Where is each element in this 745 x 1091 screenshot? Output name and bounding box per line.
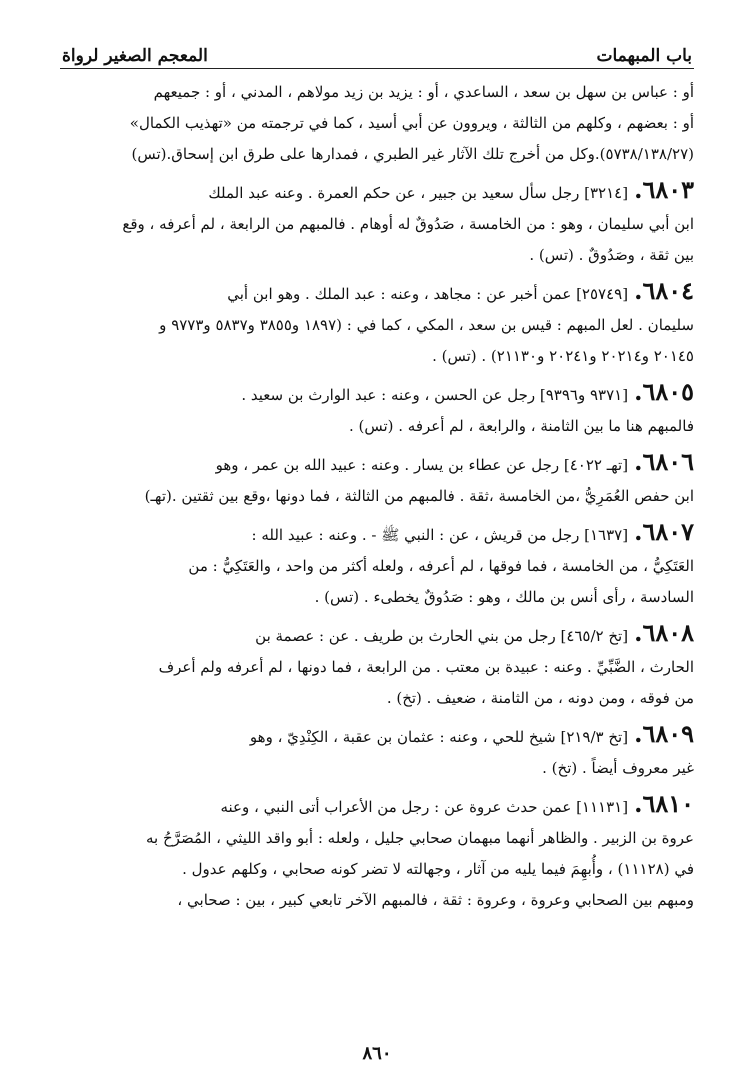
chapter-title: باب المبهمات xyxy=(596,46,692,66)
entry-number: ٦٨١٠. xyxy=(634,789,694,818)
text-line: ٦٨١٠.[١١١٣١] عمن حدث عروة عن : رجل من الأعراب أتى النبي ، وعنه xyxy=(220,789,694,818)
text-line: ٦٨٠٣.[٣٢١٤] رجل سأل سعيد بن جبير ، عن حكم العمرة . وعنه عبد الملك xyxy=(208,175,694,204)
text-line: ٦٨٠٧.[١٦٣٧] رجل من قريش ، عن : النبي ﷺ - . وعنه : عبيد الله : xyxy=(251,517,694,546)
entry-6809 xyxy=(60,718,694,784)
text-line: غير معروف أيضاً . (تخ) . xyxy=(542,759,694,777)
book-title: المعجم الصغير لرواة xyxy=(62,46,208,66)
text-line: أو : عباس بن سهل بن سعد ، الساعدي ، أو : يزيد بن زيد مولاهم ، المدني ، أو : جميعهم xyxy=(153,83,694,101)
entry-6807 xyxy=(60,516,694,613)
page-number: ٨٦٠ xyxy=(362,1043,392,1064)
entry-number: ٦٨٠٦. xyxy=(634,447,694,476)
text-line: الحارث ، الضَّبِّيِّ . وعنه : عبيدة بن معتب . من الرابعة ، فما دونها ، لم أعرفه ولم أعرف xyxy=(158,658,694,676)
text-line: ٦٨٠٥.[٩٣٧١ و٩٣٩٦] رجل عن الحسن ، وعنه : عبد الوارث بن سعيد . xyxy=(241,377,694,406)
entry-6808 xyxy=(60,617,694,714)
entry-number: ٦٨٠٨. xyxy=(634,618,694,647)
text-line: عروة بن الزبير . والظاهر أنهما مبهمان صحابي جليل ، ولعله : أبو واقد الليثي ، المُصَرَّحُ به xyxy=(146,829,694,847)
text-line: من فوقه ، ومن دونه ، من الثامنة ، ضعيف . (تخ) . xyxy=(386,689,694,707)
entry-number: ٦٨٠٥. xyxy=(634,377,694,406)
text-line: بين ثقة ، وصَدُوقٌ . (تس) . xyxy=(529,246,694,264)
text-line: ابن أبي سليمان ، وهو : من الخامسة ، صَدُوقٌ له أوهام . فالمبهم من الرابعة ، لم أعرفه ، وقع xyxy=(122,215,694,233)
text-line: ابن حفص العُمَرِيُّ ،من الخامسة ،ثقة . فالمبهم من الثالثة ، فما دونها ،وقع بين ثقتين .(تهـ) xyxy=(144,487,694,505)
entry-number: ٦٨٠٧. xyxy=(634,517,694,546)
running-header xyxy=(60,30,694,69)
text-line: في (١١١٢٨) ، وأُبهِمَ فيما يليه من آثار ، وجهالته لا تضر كونه صحابي ، وكلهم عدول . xyxy=(182,860,694,878)
entry-6804 xyxy=(60,275,694,372)
text-line: ٦٨٠٦.[تهـ ٤٠٢٢] رجل عن عطاء بن يسار . وعنه : عبيد الله بن عمر ، وهو xyxy=(215,447,694,476)
text-line: (٥٧٣٨/١٣٨/٢٧).وكل من أخرج تلك الآثار غير الطبري ، فمدارها على طرق ابن إسحاق.(تس) xyxy=(131,145,694,163)
text-line: ٦٨٠٨.[تخ ٤٦٥/٢] رجل من بني الحارث بن طريف . عن : عصمة بن xyxy=(255,618,694,647)
entry-6803 xyxy=(60,174,694,271)
text-line: العَتَكِيُّ ، من الخامسة ، فما فوقها ، لم أعرفه ، ولعله أكثر من واحد ، والعَتَكِيُّ : من xyxy=(188,557,694,575)
entry-6810 xyxy=(60,788,694,916)
entry-number: ٦٨٠٤. xyxy=(634,276,694,305)
entry-6805 xyxy=(60,376,694,442)
entry-6806 xyxy=(60,446,694,512)
text-line: ٢٠١٤٥ و٢٠٢١٤ و٢٠٢٤١ و٢١١٣٠) . (تس) . xyxy=(432,347,694,365)
intro-paragraph xyxy=(60,77,694,170)
text-line: فالمبهم هنا ما بين الثامنة ، والرابعة ، لم أعرفه . (تس) . xyxy=(348,417,694,435)
entry-number: ٦٨٠٩. xyxy=(634,719,694,748)
page-content xyxy=(60,77,694,916)
text-line: أو : بعضهم ، وكلهم من الثالثة ، ويروون عن أبي أسيد ، كما في ترجمته من «تهذيب الكمال» xyxy=(129,114,694,132)
text-line: سليمان . لعل المبهم : قيس بن سعد ، المكي ، كما في : (١٨٩٧ و٣٨٥٥ و٥٨٣٧ و٩٧٧٣ و xyxy=(159,316,694,334)
entry-number: ٦٨٠٣. xyxy=(634,175,694,204)
text-line: ٦٨٠٤.[٢٥٧٤٩] عمن أخبر عن : مجاهد ، وعنه : عبد الملك . وهو ابن أبي xyxy=(227,276,694,305)
text-line: ومبهم بين الصحابي وعروة ، وعروة : ثقة ، فالمبهم الآخر تابعي كبير ، بين : صحابي ، xyxy=(177,891,694,909)
document-page xyxy=(60,30,694,1070)
text-line: ٦٨٠٩.[تخ ٢١٩/٣] شيخ للحي ، وعنه : عثمان بن عقبة ، الكِنْدِيّ ، وهو xyxy=(249,719,694,748)
text-line: السادسة ، رأى أنس بن مالك ، وهو : صَدُوقٌ يخطىء . (تس) . xyxy=(314,588,694,606)
